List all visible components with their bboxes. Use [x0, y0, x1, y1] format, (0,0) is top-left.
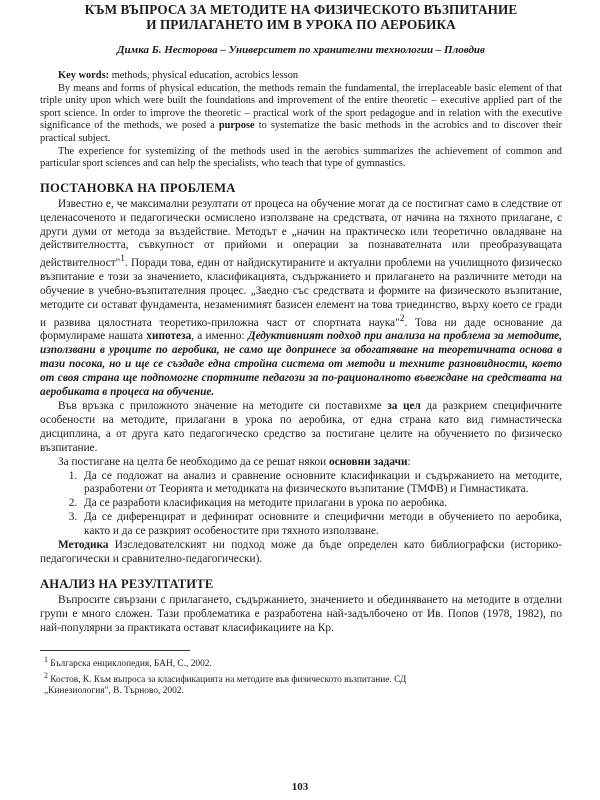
p1-text-d: , а именно:	[191, 330, 248, 343]
hypothesis-label: хипотеза	[146, 330, 192, 343]
p1-text-c: . Това ни даде основание да формулираме нашата	[40, 316, 562, 343]
task-item-1: 1. Да се подложат на анализ и сравнение основните класификации и съдържанието на методите, разработени от Теорията и методиката на физическото възпитание (ТМФВ) и Гимнастиката.	[80, 470, 562, 498]
section-heading-results: АНАЛИЗ НА РЕЗУЛТАТИТЕ	[40, 576, 214, 591]
abstract-purpose: purpose	[218, 120, 255, 132]
method-label: Методика	[58, 539, 109, 552]
abstract-paragraph-1	[40, 83, 562, 146]
body-paragraph-results: Въпросите свързани с прилагането, съдържанието, значението и обединяването на методите в отделни групи е много сложен. Тази проблематика е разработена най-задълбочено от Ив. Попов (1978, 1982), по най-популярни за практиката остават класификациите на Кр.	[40, 593, 562, 634]
keywords-label: Key words:	[58, 70, 110, 81]
tasks-list	[40, 470, 562, 540]
p2-text-a: Във връзка с приложното значение на методите си поставихме	[58, 399, 388, 412]
title-line-2: И ПРИЛАГАНЕТО ИМ В УРОКА ПО АЕРОБИКА	[146, 17, 456, 32]
abstract	[40, 70, 562, 171]
keywords-text: methods, physical education, acrobics lesson	[109, 70, 299, 81]
p1-text-b: . Поради това, един от найдискутираните и актуални проблеми на училищното физическо възпитание е този за значението, класификацията, съдържанието и прилагането на различните методи на обучение в учебно-възпитателния процес. „Заедно със средствата и формите на физическото възпитание, методите си остават фундамента, незаменимият базисен елемент на това триединство, върху което се гради и развива цялостната теоретико-приложна част от спортната наука"	[40, 257, 562, 329]
footnotes	[40, 654, 562, 697]
task-item-2: 2. Да се разработи класификация на методите прилагани в урока по аеробика.	[80, 497, 562, 511]
section-results-body	[40, 594, 562, 636]
body-paragraph-2	[40, 400, 562, 456]
task-item-3: 3. Да се диференцират и дефинират основните и специфични методи в обучението по аеробика, както и да се разкрият особеностите при тяхното използване.	[80, 511, 562, 539]
section-problem-body	[40, 198, 562, 567]
body-paragraph-3	[40, 456, 562, 470]
abstract-paragraph-2: The experience for systemizing of the methods used in the aerobics summarizes the achievement of common and particular sport sciences and can help the specialists, who teach that type of gymnastics.	[40, 145, 562, 170]
footnote-ref-2: 2	[399, 313, 405, 324]
method-text: Изследователският ни подход може да бъде определен като библиографски (историко-педагогически и сравнително-педагогически).	[40, 539, 562, 565]
abstract-p1-text-a: By means and forms of physical education, the methods remain the fundamental, the irreplaceable basic element of that triple unity upon which were built the foundations and improvement of the entire theoretic – executive applied part of the sport science. In order to improve the theoretic – practical work of the sport pedagogue and in relation with the executive significance of the methods, we posed a	[40, 82, 562, 132]
author-line: Димка Б. Несторова – Университет по хранителни технологии – Пловдив	[117, 44, 485, 56]
p1-text-a: Известно е, че максимални резултати от процеса на обучение могат да се постигнат само в следствие от целенасоченото и педагогически осмислено използване на средствата, от начина на тяхното прилагане, с други думи от метода за въздействие. Методът е „начин на практическо или теоретично овладяване на действителността, съвкупност от прийоми и операции за познавателната или преобразуващата действителност"	[40, 197, 562, 270]
body-paragraph-1	[40, 198, 562, 400]
footnote-2-text-b: „Кинезиология", В. Търново, 2002.	[44, 685, 184, 696]
abstract-p1-text-b: to systematize the basic methods in the acrobics and to discover their practical subject.	[40, 120, 562, 144]
tasks-label: основни задачи	[329, 455, 408, 468]
hypothesis-text: Дедуктивният подход при анализа на проблема за методите, използвани в уроците по аеробика, не само ще допринесе за обогатяване на теоретичната основа в тази посока, но и ще се създаде една стройна система от методи и техните разновидности, което от своя страна ще подпомогне спортните педагози за по-рационалното въвеждане на средствата на аеробиката в процеса на обучение.	[40, 330, 562, 399]
footnote-ref-1: 1	[120, 254, 125, 265]
paper-title	[40, 0, 562, 32]
footnote-1-text: Българска енциклопедия, БАН, С., 2002.	[50, 658, 212, 669]
footnote-1-mark: 1	[44, 654, 48, 664]
title-line-1: КЪМ ВЪПРОСА ЗА МЕТОДИТЕ НА ФИЗИЧЕСКОТО ВЪЗПИТАНИЕ	[84, 2, 518, 17]
footnote-2-mark: 2	[44, 670, 48, 680]
aim-label: за цел	[387, 399, 421, 412]
body-paragraph-method	[40, 539, 562, 567]
footnote-divider	[40, 650, 190, 651]
page-number: 103	[291, 781, 309, 793]
p3-text-b: :	[407, 455, 411, 468]
p3-text-a: За постигане на целта бе необходимо да се решат някои	[58, 455, 330, 468]
keywords	[40, 70, 562, 83]
footnote-2-text-a: Костов, К. Към въпроса за класификацията на методите във физическото възпитание. СД	[50, 674, 407, 685]
section-heading-problem: ПОСТАНОВКА НА ПРОБЛЕМА	[40, 180, 236, 195]
p2-text-b: да разкрием специфичните особености на методите, прилагани в урока по аеробика, от една страна като вид гимнастическа дисциплина, а от друга като педагогическо средство за постигане целите на обучението по физическо възпитание.	[40, 399, 562, 454]
footnote-1	[40, 654, 562, 670]
footnote-2	[40, 670, 562, 697]
